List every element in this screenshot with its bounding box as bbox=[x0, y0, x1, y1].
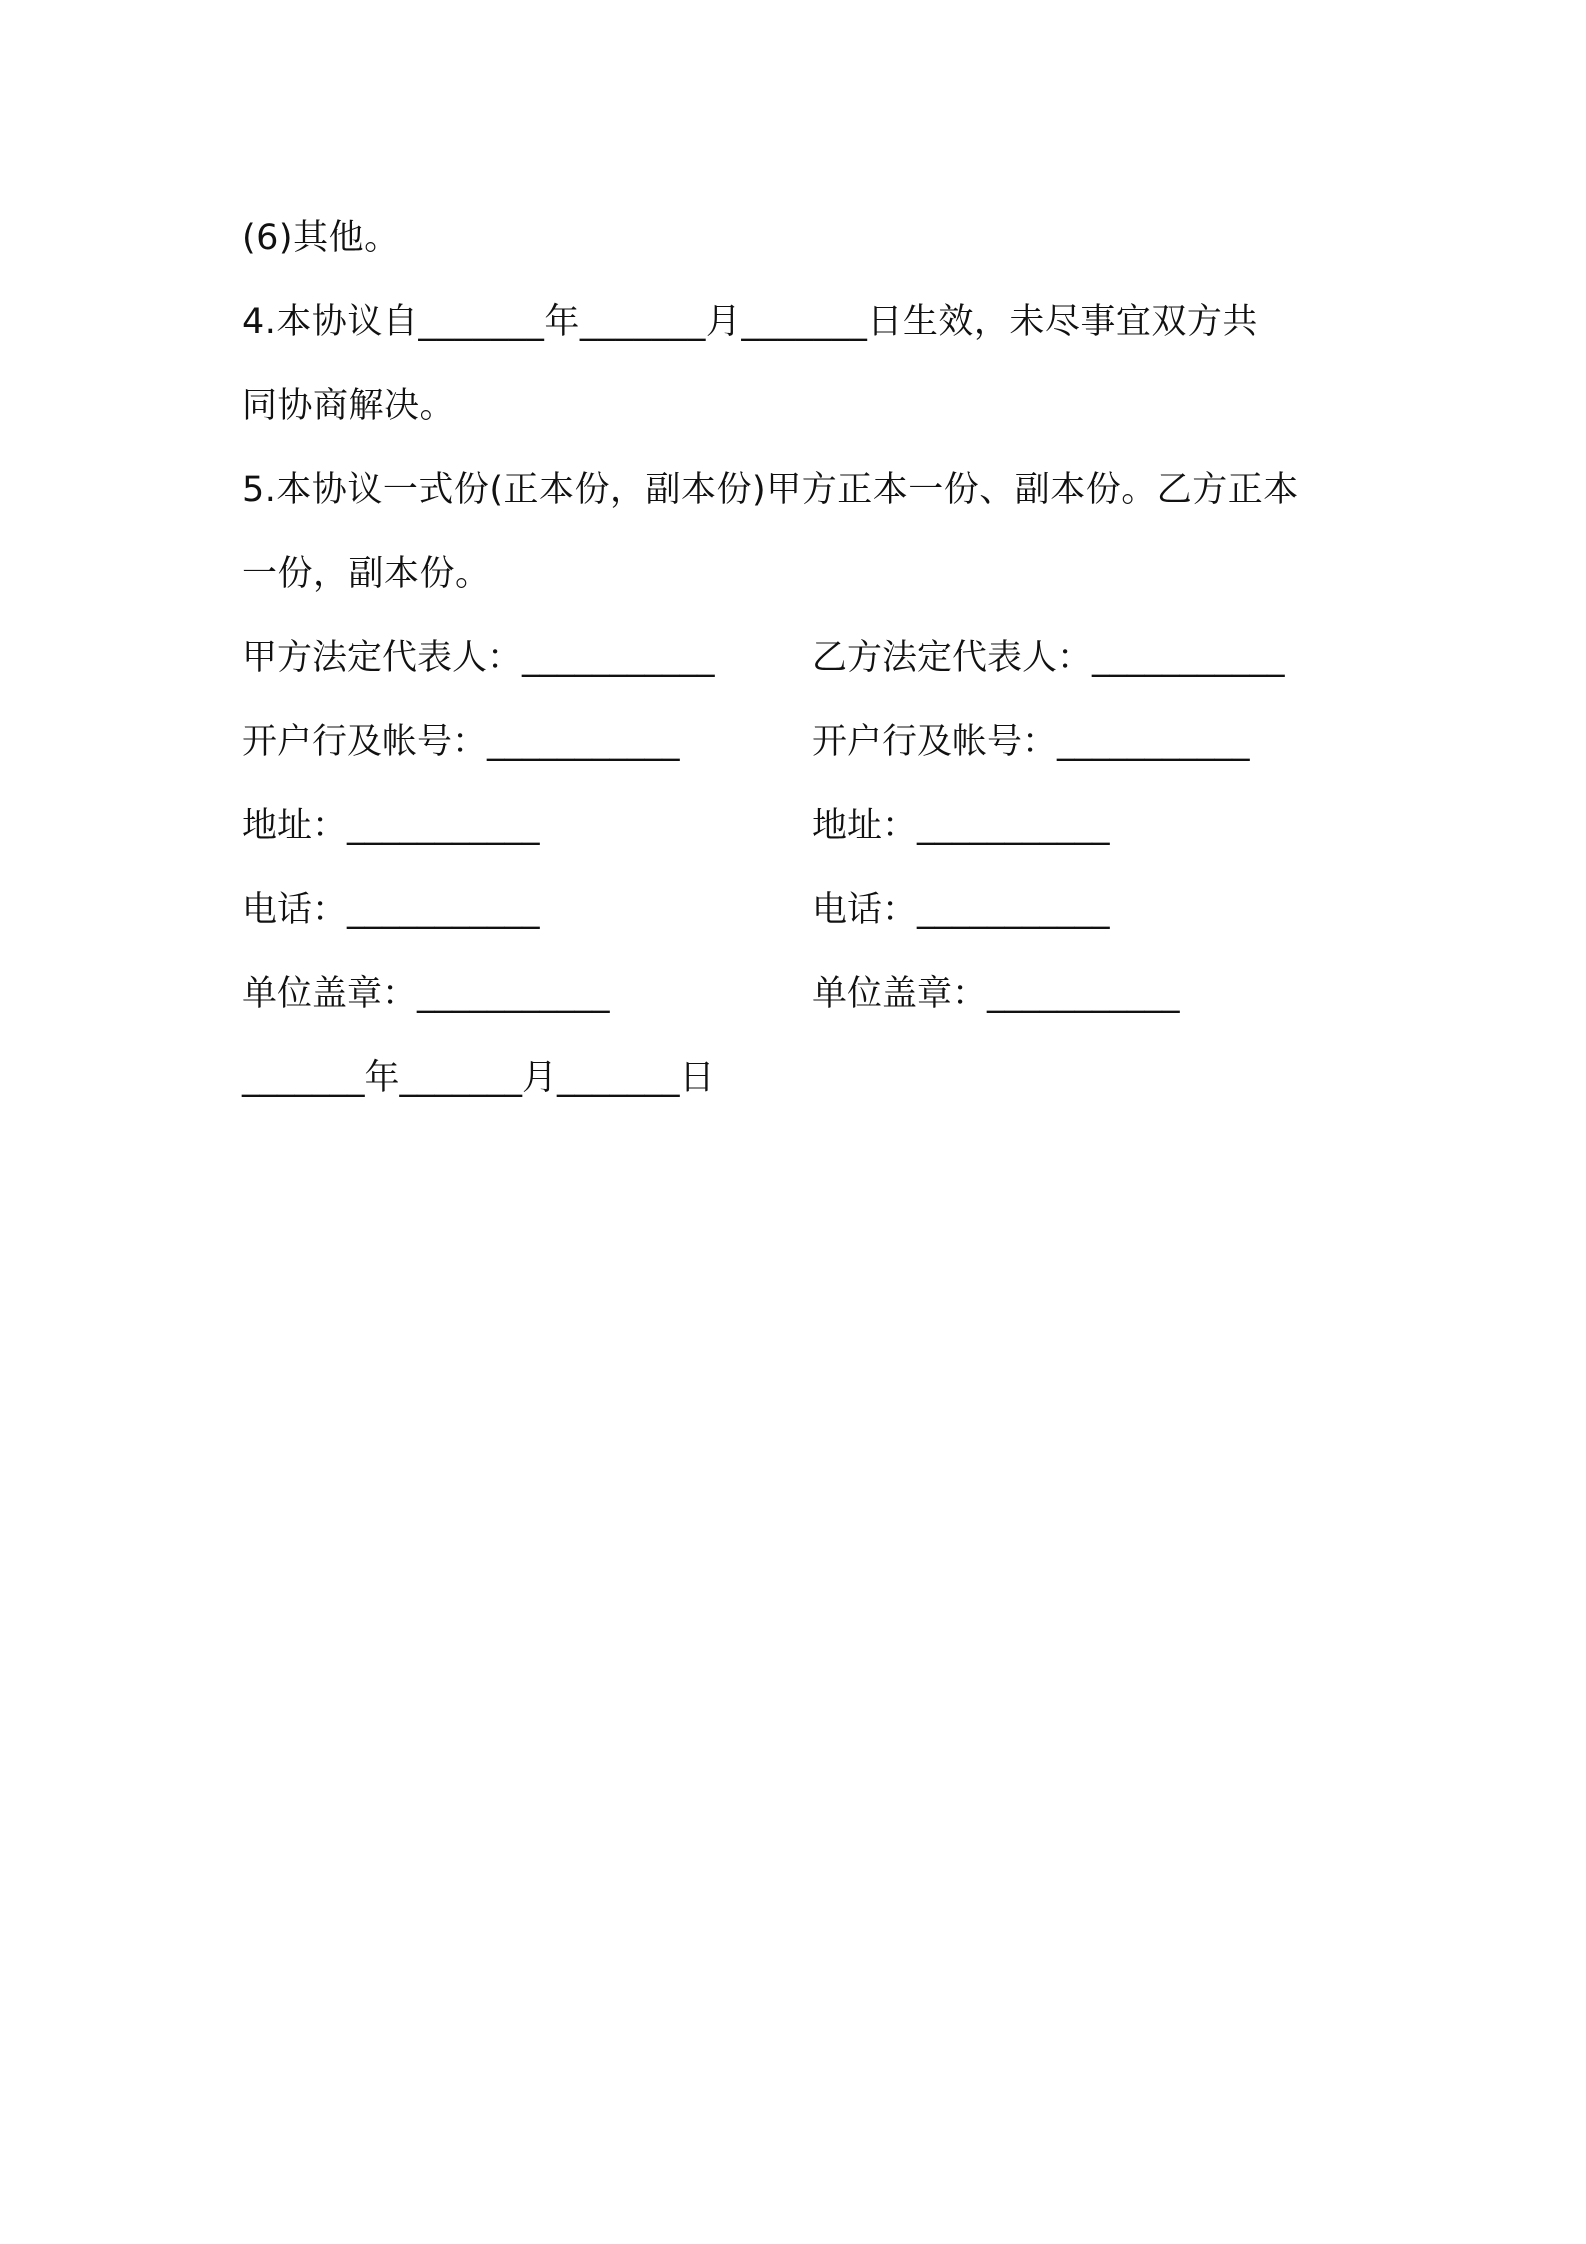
party-a-seal: 单位盖章：___________ bbox=[242, 974, 610, 1014]
signature-row-seal bbox=[242, 952, 1362, 1036]
document-body bbox=[242, 196, 1362, 1120]
party-a-representative: 甲方法定代表人：___________ bbox=[242, 638, 715, 678]
party-b-phone: 电话：___________ bbox=[812, 890, 1110, 930]
party-a-address: 地址：___________ bbox=[242, 806, 540, 846]
paragraph-effective-date-cont: 同协商解决。 bbox=[242, 386, 456, 426]
party-b-address: 地址：___________ bbox=[812, 806, 1110, 846]
party-b-seal: 单位盖章：___________ bbox=[812, 974, 1180, 1014]
party-a-phone: 电话：___________ bbox=[242, 890, 540, 930]
signature-row-bank bbox=[242, 700, 1362, 784]
paragraph-copies: 5.本协议一式份(正本份，副本份)甲方正本一份、副本份。乙方正本 bbox=[242, 470, 1299, 510]
party-b-bank-account: 开户行及帐号：___________ bbox=[812, 722, 1250, 762]
party-b-representative: 乙方法定代表人：___________ bbox=[812, 638, 1285, 678]
party-a-bank-account: 开户行及帐号：___________ bbox=[242, 722, 680, 762]
paragraph-copies-cont: 一份，副本份。 bbox=[242, 554, 491, 594]
paragraph-other: (6)其他。 bbox=[242, 218, 400, 258]
paragraph-effective-date: 4.本协议自_______年_______月_______日生效，未尽事宜双方共 bbox=[242, 302, 1258, 342]
signature-row-representative bbox=[242, 616, 1362, 700]
signing-date: _______年_______月_______日 bbox=[242, 1058, 715, 1098]
signature-row-phone bbox=[242, 868, 1362, 952]
signature-row-address bbox=[242, 784, 1362, 868]
